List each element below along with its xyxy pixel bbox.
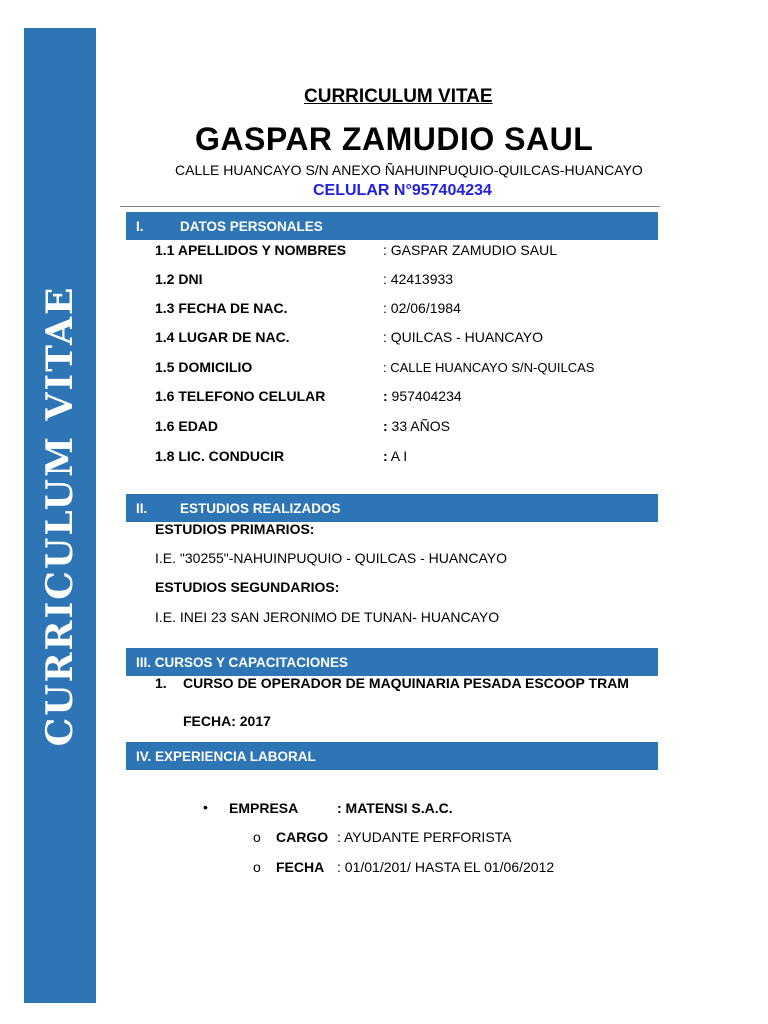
field-sep: : bbox=[383, 242, 387, 258]
secondary-studies-label: ESTUDIOS SEGUNDARIOS: bbox=[155, 579, 340, 595]
field-label-edad: 1.6 EDAD bbox=[155, 418, 219, 434]
field-value-domicilio bbox=[383, 360, 594, 375]
section-bar-cursos bbox=[126, 648, 658, 676]
primary-studies-value: I.E. "30255"-NAHUINPUQUIO - QUILCAS - HUANCAYO bbox=[155, 550, 507, 566]
course-date: FECHA: 2017 bbox=[183, 713, 271, 729]
section-title: ESTUDIOS REALIZADOS bbox=[180, 500, 341, 516]
field-label-dni: 1.2 DNI bbox=[155, 271, 203, 287]
secondary-studies-value: I.E. INEI 23 SAN JERONIMO DE TUNAN- HUANCAYO bbox=[155, 609, 500, 625]
section-number: I. bbox=[136, 218, 144, 234]
field-label-domicilio: 1.5 DOMICILIO bbox=[155, 359, 253, 375]
company-value: : MATENSI S.A.C. bbox=[337, 800, 453, 816]
section-title: III. CURSOS Y CAPACITACIONES bbox=[136, 654, 349, 670]
field-label-lugar-nac: 1.4 LUGAR DE NAC. bbox=[155, 329, 290, 345]
primary-studies-label: ESTUDIOS PRIMARIOS: bbox=[155, 521, 315, 537]
phone-line bbox=[313, 182, 492, 200]
field-label-nombres: 1.1 APELLIDOS Y NOMBRES bbox=[155, 242, 347, 258]
cv-heading: CURRICULUM VITAE bbox=[304, 86, 493, 107]
date-value: : 01/01/201/ HASTA EL 01/06/2012 bbox=[337, 859, 555, 875]
field-label-telefono: 1.6 TELEFONO CELULAR bbox=[155, 388, 326, 404]
sidebar-title: CURRICULUM VITAE bbox=[39, 285, 81, 747]
field-value-dni bbox=[383, 271, 453, 287]
role-value: : AYUDANTE PERFORISTA bbox=[337, 829, 512, 845]
field-value-telefono bbox=[383, 388, 462, 404]
field-label-licencia: 1.8 LIC. CONDUCIR bbox=[155, 448, 285, 464]
field-text: 957404234 bbox=[387, 388, 462, 404]
circle-bullet-icon: o bbox=[253, 829, 261, 845]
field-text: GASPAR ZAMUDIO SAUL bbox=[386, 242, 557, 258]
field-sep: : bbox=[383, 448, 388, 464]
course-number: 1. bbox=[155, 675, 167, 691]
date-label: FECHA bbox=[276, 859, 325, 875]
field-sep: : bbox=[383, 360, 387, 375]
section-bar-estudios bbox=[126, 494, 658, 522]
role-label: CARGO bbox=[276, 829, 329, 845]
field-value-edad bbox=[383, 418, 450, 434]
field-value-licencia bbox=[383, 448, 407, 464]
section-bar-experiencia bbox=[126, 742, 658, 770]
field-text: 33 AÑOS bbox=[387, 418, 450, 434]
field-text: 42413933 bbox=[386, 271, 454, 287]
circle-bullet-icon: o bbox=[253, 859, 261, 875]
field-text: QUILCAS - HUANCAYO bbox=[386, 329, 543, 345]
field-sep: : bbox=[383, 329, 387, 345]
phone-prefix: CELULAR N° bbox=[313, 182, 412, 199]
course-title: CURSO DE OPERADOR DE MAQUINARIA PESADA ESCOOP TRAM bbox=[183, 675, 629, 691]
section-title: DATOS PERSONALES bbox=[180, 218, 323, 234]
address-line: CALLE HUANCAYO S/N ANEXO ÑAHUINPUQUIO-QUILCAS-HUANCAYO bbox=[175, 162, 643, 178]
field-sep: : bbox=[383, 300, 387, 316]
field-text: CALLE HUANCAYO S/N-QUILCAS bbox=[386, 360, 595, 375]
section-title: IV. EXPERIENCIA LABORAL bbox=[136, 748, 316, 764]
field-value-fecha-nac bbox=[383, 300, 461, 316]
bullet-icon: • bbox=[203, 799, 208, 815]
field-text: A I bbox=[387, 448, 408, 464]
field-label-fecha-nac: 1.3 FECHA DE NAC. bbox=[155, 300, 288, 316]
company-label: EMPRESA bbox=[229, 800, 299, 816]
field-sep: : bbox=[383, 388, 388, 404]
phone-number: 957404234 bbox=[411, 182, 492, 199]
field-sep: : bbox=[383, 271, 387, 287]
header-divider bbox=[120, 206, 660, 207]
field-text: 02/06/1984 bbox=[386, 300, 461, 316]
field-value-lugar-nac bbox=[383, 329, 543, 345]
section-number: II. bbox=[136, 500, 148, 516]
field-value-nombres bbox=[383, 242, 557, 258]
person-name: GASPAR ZAMUDIO SAUL bbox=[195, 121, 594, 157]
field-sep: : bbox=[383, 418, 388, 434]
section-bar-datos-personales bbox=[126, 212, 658, 240]
